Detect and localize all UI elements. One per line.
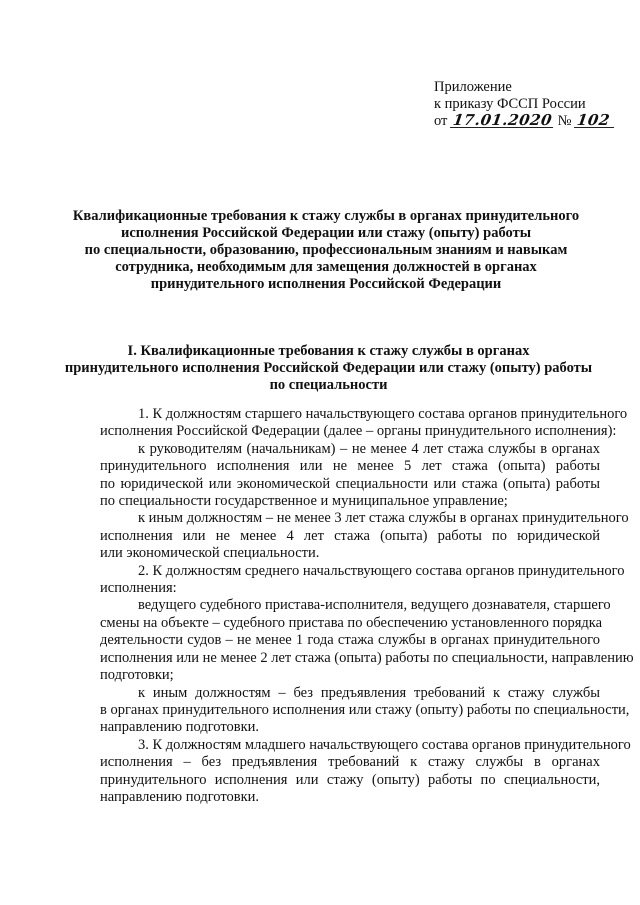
order-date-number — [434, 113, 624, 130]
paragraph-line: исполнения – без предъявления требований к стажу службы в органах — [100, 754, 600, 771]
order-reference: к приказу ФССП России — [434, 96, 586, 112]
paragraph-line: подготовки; — [100, 667, 174, 684]
paragraph — [62, 562, 625, 598]
title-line: сотрудника, необходимым для замещения должностей в органах — [115, 259, 537, 275]
date-prefix: от — [434, 113, 448, 129]
appendix-label: Приложение — [434, 79, 512, 95]
paragraph-line: 3. К должностям младшего начальствующего состава органов принудительного — [138, 736, 631, 753]
title-line: исполнения Российской Федерации или стажу (опыту) работы — [120, 225, 532, 241]
paragraph-line: к иным должностям – не менее 3 лет стажа службы в органах принудительного — [138, 510, 629, 527]
paragraph-line: или экономической специальности. — [100, 545, 320, 562]
paragraph-line: исполнения: — [100, 580, 177, 597]
paragraph — [62, 406, 628, 441]
body-text — [62, 406, 634, 806]
title-line: по специальности, образованию, профессиональным знаниям и навыкам — [84, 242, 568, 258]
paragraph-line: направлению подготовки. — [100, 788, 260, 805]
paragraph-line: деятельности судов – не менее 1 года стажа службы в органах принудительного — [100, 632, 600, 649]
title-line: принудительного исполнения Российской Федерации — [150, 276, 502, 292]
paragraph-line: 2. К должностям среднего начальствующего состава органов принудительного — [138, 562, 625, 579]
paragraph-line: принудительного исполнения или не менее 5 лет стажа (опыта) работы — [100, 458, 600, 475]
paragraph-line: к руководителям (начальникам) – не менее 4 лет стажа службы в органах — [138, 440, 600, 457]
paragraph-line: смены на объекте – судебного пристава по обеспечению установленного порядка — [100, 614, 603, 631]
title-line: Квалификационные требования к стажу службы в органах принудительного — [72, 208, 580, 224]
handwritten-number: 102 — [574, 113, 616, 128]
paragraph-line: исполнения или не менее 2 лет стажа (опыта) работы по специальности, направлению — [100, 649, 634, 666]
appendix-header — [434, 79, 624, 130]
number-prefix: № — [557, 113, 572, 129]
section-heading — [56, 343, 601, 394]
paragraph-line: исполнения или не менее 4 лет стажа (опыта) работы по юридической — [100, 527, 600, 544]
section-heading-line: I. Квалификационные требования к стажу службы в органах — [127, 343, 530, 359]
paragraph-line: 1. К должностям старшего начальствующего состава органов принудительного — [138, 406, 628, 422]
paragraph — [62, 510, 629, 562]
paragraph-line: ведущего судебного пристава-исполнителя, ведущего дознавателя, старшего — [138, 597, 611, 614]
paragraph-line: по специальности государственное и муниципальное управление; — [100, 493, 508, 510]
paragraph-line: в органах принудительного исполнения или стажу (опыту) работы по специальности, — [100, 701, 630, 718]
paragraph — [62, 684, 630, 737]
section-heading-line: по специальности — [269, 377, 388, 393]
handwritten-date: 17.01.2020 — [451, 111, 554, 129]
paragraph-line: по юридической или экономической специальности или стажа (опыта) работы — [100, 475, 600, 492]
document-title — [56, 208, 596, 293]
paragraph-line: принудительного исполнения или стажу (опыту) работы по специальности, — [100, 771, 600, 788]
section-heading-line: принудительного исполнения Российской Федерации или стажу (опыту) работы — [64, 360, 593, 376]
paragraph-line: исполнения Российской Федерации (далее – органы принудительного исполнения): — [100, 423, 617, 440]
paragraph — [62, 736, 631, 807]
paragraph — [62, 597, 634, 684]
paragraph-line: к иным должностям – без предъявления требований к стажу службы — [138, 684, 600, 701]
paragraph-line: направлению подготовки. — [100, 719, 260, 736]
paragraph — [62, 441, 600, 511]
